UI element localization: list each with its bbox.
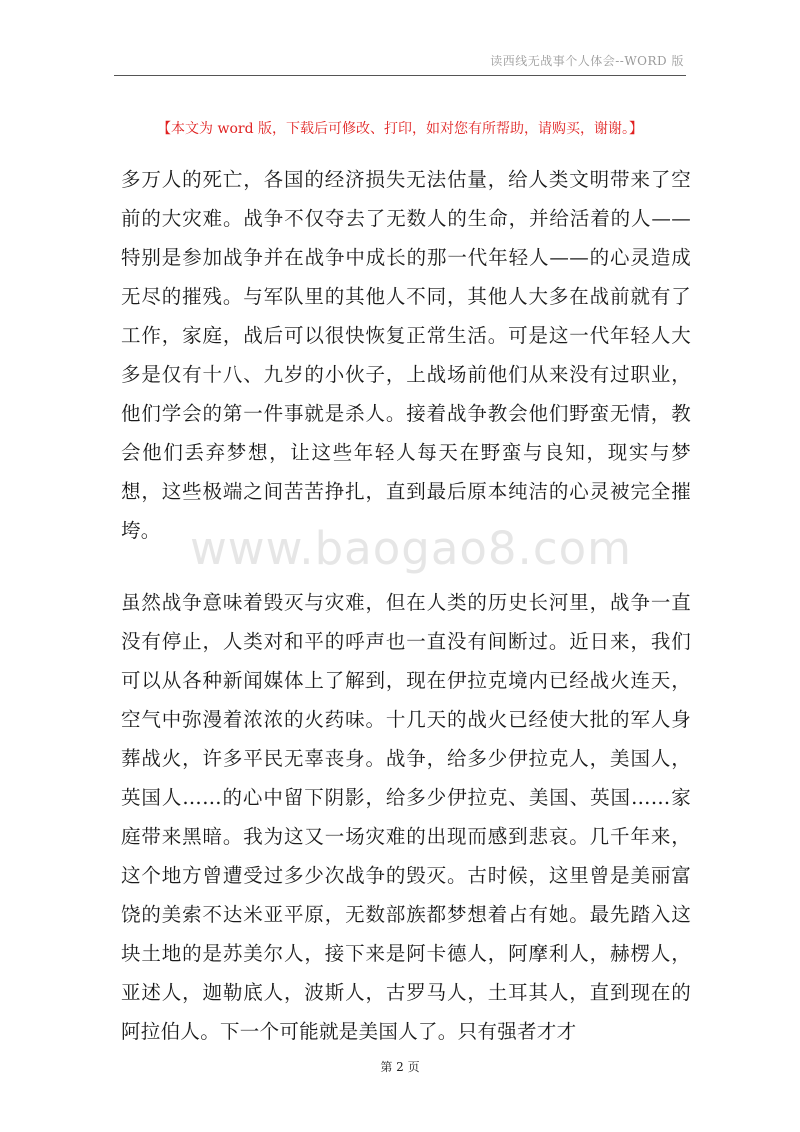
body-paragraph-2: 虽然战争意味着毁灭与灾难，但在人类的历史长河里，战争一直没有停止，人类对和平的呼声也一直没有间断过。近日来，我们可以从各种新闻媒体上了解到，现在伊拉克境内已经战火连天，空气中弥漫着浓浓的火药味。十几天的战火已经使大批的军人身葬战火，许多平民无辜丧身。战争，给多少伊拉克人，美国人，英国人……的心中留下阴影，给多少伊拉克、美国、英国……家庭带来黑暗。我为这又一场灾难的出现而感到悲哀。几千年来，这个地方曾遭受过多少次战争的毁灭。古时候，这里曾是美丽富饶的美索不达米亚平原，无数部族都梦想着占有她。最先踏入这块土地的是苏美尔人，接下来是阿卡德人，阿摩利人，赫楞人，亚述人，迦勒底人，波斯人，古罗马人，土耳其人，直到现在的阿拉伯人。下一个可能就是美国人了。只有强者才才 — [121, 591, 691, 1043]
page-number: 第 2 页 — [380, 1060, 420, 1074]
body-paragraph-1: 多万人的死亡，各国的经济损失无法估量，给人类文明带来了空前的大灾难。战争不仅夺去了无数人的生命，并给活着的人——特别是参加战争并在战争中成长的那一代年轻人——的心灵造成无尽的摧残。与军队里的其他人不同，其他人大多在战前就有了工作，家庭，战后可以很快恢复正常生活。可是这一代年轻人大多是仅有十八、九岁的小伙子，上战场前他们从来没有过职业，他们学会的第一件事就是杀人。接着战争教会他们野蛮无情，教会他们丢弃梦想，让这些年轻人每天在野蛮与良知，现实与梦想，这些极端之间苦苦挣扎，直到最后原本纯洁的心灵被完全摧垮。 — [121, 168, 691, 542]
header-divider — [114, 75, 686, 76]
site-watermark: www.baogao8.com — [190, 522, 632, 575]
download-notice: 【本文为 word 版，下载后可修改、打印，如对您有所帮助，请购买，谢谢。】 — [157, 121, 643, 137]
page-header-title: 读西线无战事个人体会--WORD 版 — [490, 54, 684, 68]
